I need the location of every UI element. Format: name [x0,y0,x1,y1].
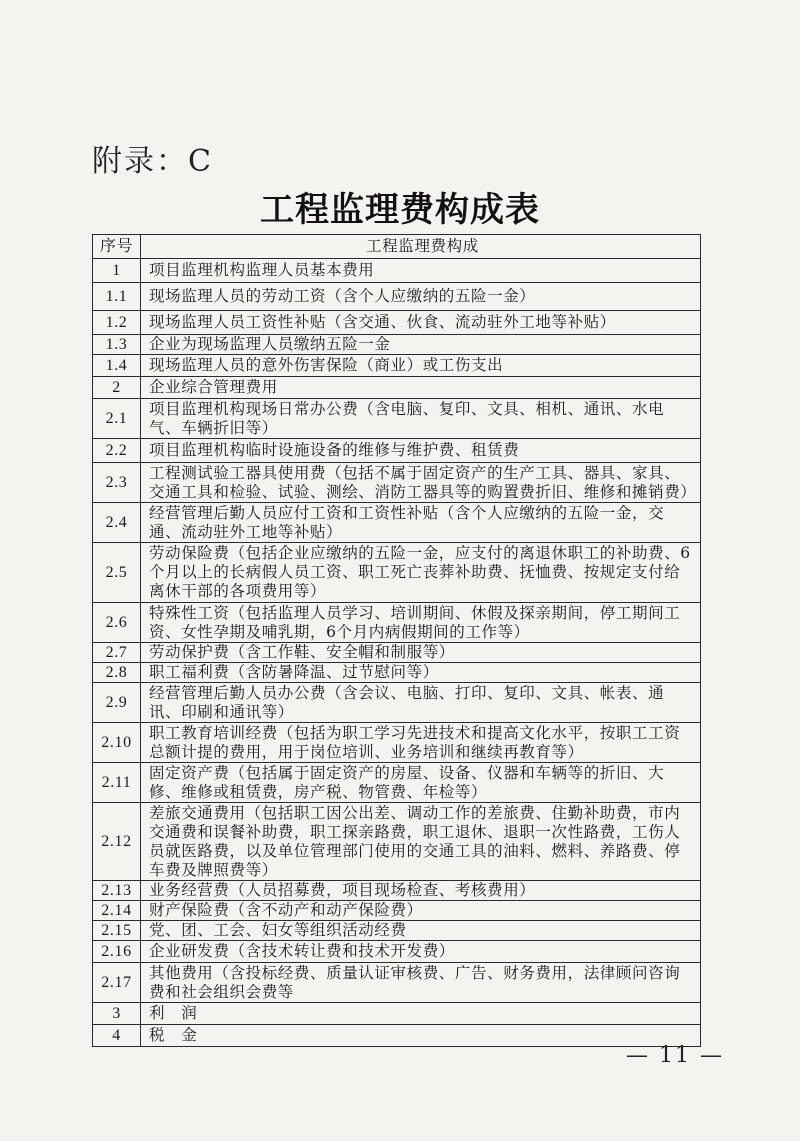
row-no: 2.4 [93,503,141,543]
cost-composition-table [92,234,701,1047]
table-row [93,463,701,503]
row-no: 1.1 [93,283,141,311]
table-row [93,963,701,1003]
row-text: 特殊性工资（包括监理人员学习、培训期间、休假及探亲期间，停工期间工资、女性孕期及哺乳期，6个月内病假期间的工作等） [141,603,701,643]
row-no: 2.12 [93,803,141,881]
row-no: 2.11 [93,763,141,803]
row-no: 2.16 [93,941,141,963]
table-row [93,259,701,283]
header-composition: 工程监理费构成 [141,235,701,259]
table-row [93,921,701,941]
row-text: 差旅交通费用（包括职工因公出差、调动工作的差旅费、住勤补助费，市内交通费和误餐补助费，职工探亲路费，职工退休、退职一次性路费，工伤人员就医路费，以及单位管理部门使用的交通工具的油料、燃料、养路费、停车费及牌照费等） [141,803,701,881]
table-row [93,881,701,901]
row-no: 2.2 [93,439,141,463]
row-text: 企业研发费（含技术转让费和技术开发费） [141,941,701,963]
row-no: 2.3 [93,463,141,503]
row-text: 业务经营费（人员招募费，项目现场检查、考核费用） [141,881,701,901]
row-no: 2.1 [93,399,141,439]
row-text: 工程测试验工器具使用费（包括不属于固定资产的生产工具、器具、家具、交通工具和检验、试验、测绘、消防工器具等的购置费折旧、维修和摊销费） [141,463,701,503]
row-no: 2.13 [93,881,141,901]
table-row [93,763,701,803]
row-text: 现场监理人员的意外伤害保险（商业）或工伤支出 [141,355,701,377]
table-row [93,803,701,881]
table-row [93,723,701,763]
table-row [93,603,701,643]
row-text: 现场监理人员工资性补贴（含交通、伙食、流动驻外工地等补贴） [141,311,701,335]
appendix-label: 附录：C [92,144,213,179]
row-no: 2.10 [93,723,141,763]
row-text: 项目监理机构现场日常办公费（含电脑、复印、文具、相机、通讯、水电气、车辆折旧等） [141,399,701,439]
row-text: 利 润 [141,1003,701,1025]
row-text: 项目监理机构临时设施设备的维修与维护费、租赁费 [141,439,701,463]
row-no: 1.3 [93,335,141,355]
table-row [93,355,701,377]
row-no: 2.8 [93,663,141,683]
row-text: 项目监理机构监理人员基本费用 [141,259,701,283]
header-no: 序号 [93,235,141,259]
row-no: 1.4 [93,355,141,377]
table-row [93,311,701,335]
table-row [93,1025,701,1047]
row-no: 2.14 [93,901,141,921]
row-text: 职工教育培训经费（包括为职工学习先进技术和提高文化水平，按职工工资总额计提的费用，用于岗位培训、业务培训和继续再教育等） [141,723,701,763]
table-row [93,283,701,311]
row-text: 经营管理后勤人员应付工资和工资性补贴（含个人应缴纳的五险一金，交通、流动驻外工地等补贴） [141,503,701,543]
row-text: 税 金 [141,1025,701,1047]
table-row [93,683,701,723]
document-title: 工程监理费构成表 [260,190,540,230]
row-text: 其他费用（含投标经费、质量认证审核费、广告、财务费用，法律顾问咨询费和社会组织会费等 [141,963,701,1003]
row-no: 1.2 [93,311,141,335]
table-row [93,377,701,399]
row-text: 固定资产费（包括属于固定资产的房屋、设备、仪器和车辆等的折旧、大修、维修或租赁费，房产税、物管费、年检等） [141,763,701,803]
table-row [93,901,701,921]
table-row [93,399,701,439]
row-no: 2.9 [93,683,141,723]
row-text: 劳动保险费（包括企业应缴纳的五险一金，应支付的离退休职工的补助费、6个月以上的长病假人员工资、职工死亡丧葬补助费、抚恤费、按规定支付给离休干部的各项费用等） [141,543,701,603]
table-row [93,941,701,963]
row-no: 2.5 [93,543,141,603]
row-no: 1 [93,259,141,283]
row-no: 2.15 [93,921,141,941]
table-header-row [93,235,701,259]
page-number: — 11 — [626,1043,724,1068]
table-row [93,503,701,543]
table-row [93,543,701,603]
row-text: 职工福利费（含防暑降温、过节慰问等） [141,663,701,683]
row-no: 2.17 [93,963,141,1003]
table-row [93,1003,701,1025]
row-text: 经营管理后勤人员办公费（含会议、电脑、打印、复印、文具、帐表、通讯、印刷和通讯等） [141,683,701,723]
row-no: 4 [93,1025,141,1047]
table-row [93,439,701,463]
row-no: 2.7 [93,643,141,663]
row-no: 2.6 [93,603,141,643]
row-no: 3 [93,1003,141,1025]
row-text: 劳动保护费（含工作鞋、安全帽和制服等） [141,643,701,663]
table-row [93,663,701,683]
row-text: 企业为现场监理人员缴纳五险一金 [141,335,701,355]
table-row [93,335,701,355]
row-no: 2 [93,377,141,399]
row-text: 现场监理人员的劳动工资（含个人应缴纳的五险一金） [141,283,701,311]
table-row [93,643,701,663]
row-text: 企业综合管理费用 [141,377,701,399]
row-text: 党、团、工会、妇女等组织活动经费 [141,921,701,941]
row-text: 财产保险费（含不动产和动产保险费） [141,901,701,921]
